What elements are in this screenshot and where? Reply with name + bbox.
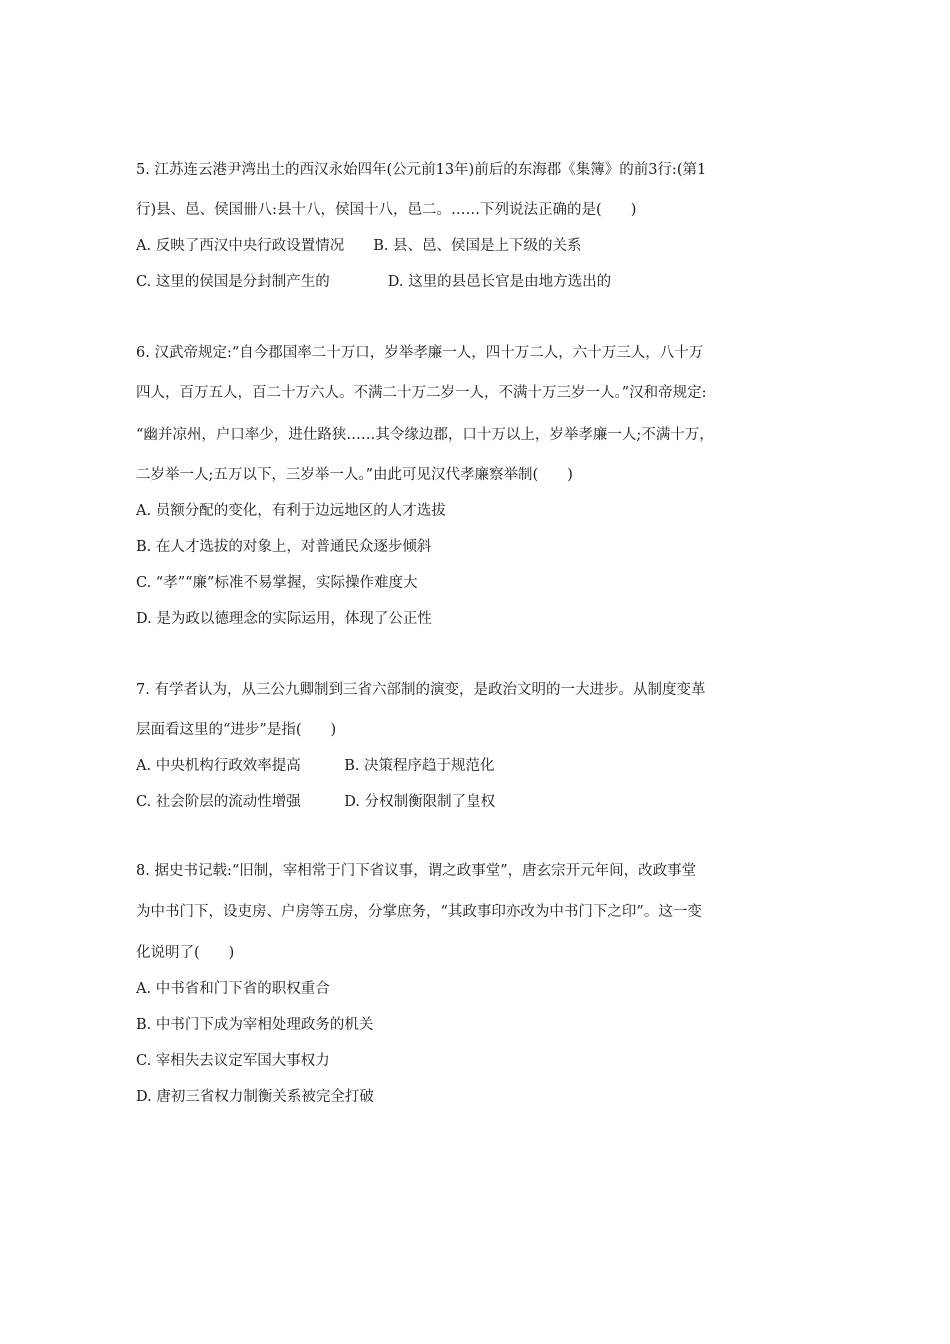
question-6-stem-line-1: 6. 汉武帝规定:“自今郡国率二十万口，岁举孝廉一人，四十万二人，六十万三人，八十万 — [136, 345, 704, 361]
question-8-option-c: C. 宰相失去议定军国大事权力 — [136, 1053, 330, 1069]
question-7-options-ab: A. 中央机构行政效率提高 B. 决策程序趋于规范化 — [136, 758, 495, 774]
question-8-option-a: A. 中书省和门下省的职权重合 — [136, 981, 330, 997]
question-5-stem-line-1: 5. 江苏连云港尹湾出土的西汉永始四年(公元前13年)前后的东海郡《集簿》的前3行:(第1 — [136, 162, 707, 178]
question-5-stem-line-2: 行)县、邑、侯国卌八:县十八，侯国十八，邑二。……下列说法正确的是( ) — [136, 202, 637, 218]
question-6-option-d: D. 是为政以德理念的实际运用，体现了公正性 — [136, 611, 432, 627]
question-6-stem-line-3: “幽并凉州，户口率少，进仕路狭……其令缘边郡，口十万以上，岁举孝廉一人;不满十万， — [136, 427, 714, 443]
question-7-stem-line-1: 7. 有学者认为，从三公九卿制到三省六部制的演变，是政治文明的一大进步。从制度变革 — [136, 682, 706, 698]
question-5-options-ab: A. 反映了西汉中央行政设置情况 B. 县、邑、侯国是上下级的关系 — [136, 238, 582, 254]
question-8-option-b: B. 中书门下成为宰相处理政务的机关 — [136, 1017, 374, 1033]
question-8-stem-line-1: 8. 据史书记载:“旧制，宰相常于门下省议事，谓之政事堂”，唐玄宗开元年间，改政事堂 — [136, 863, 697, 879]
question-8-option-d: D. 唐初三省权力制衡关系被完全打破 — [136, 1089, 374, 1105]
question-6-option-b: B. 在人才选拔的对象上，对普通民众逐步倾斜 — [136, 539, 432, 555]
question-7-stem-line-2: 层面看这里的“进步”是指( ) — [136, 722, 337, 738]
question-6-option-c: C. “孝”“廉”标准不易掌握，实际操作难度大 — [136, 575, 418, 591]
question-8-stem-line-2: 为中书门下，设吏房、户房等五房，分掌庶务，“其政事印亦改为中书门下之印”。这一变 — [136, 904, 702, 920]
question-6-option-a: A. 员额分配的变化，有利于边远地区的人才选拔 — [136, 503, 446, 519]
question-7-options-cd: C. 社会阶层的流动性增强 D. 分权制衡限制了皇权 — [136, 794, 496, 810]
question-6-stem-line-2: 四人，百万五人，百二十万六人。不满二十万二岁一人，不满十万三岁一人。”汉和帝规定: — [136, 385, 707, 401]
question-6-stem-line-4: 二岁举一人;五万以下，三岁举一人。”由此可见汉代孝廉察举制( ) — [136, 467, 573, 483]
question-5-options-cd: C. 这里的侯国是分封制产生的 D. 这里的县邑长官是由地方选出的 — [136, 274, 612, 290]
question-8-stem-line-3: 化说明了( ) — [136, 945, 235, 961]
